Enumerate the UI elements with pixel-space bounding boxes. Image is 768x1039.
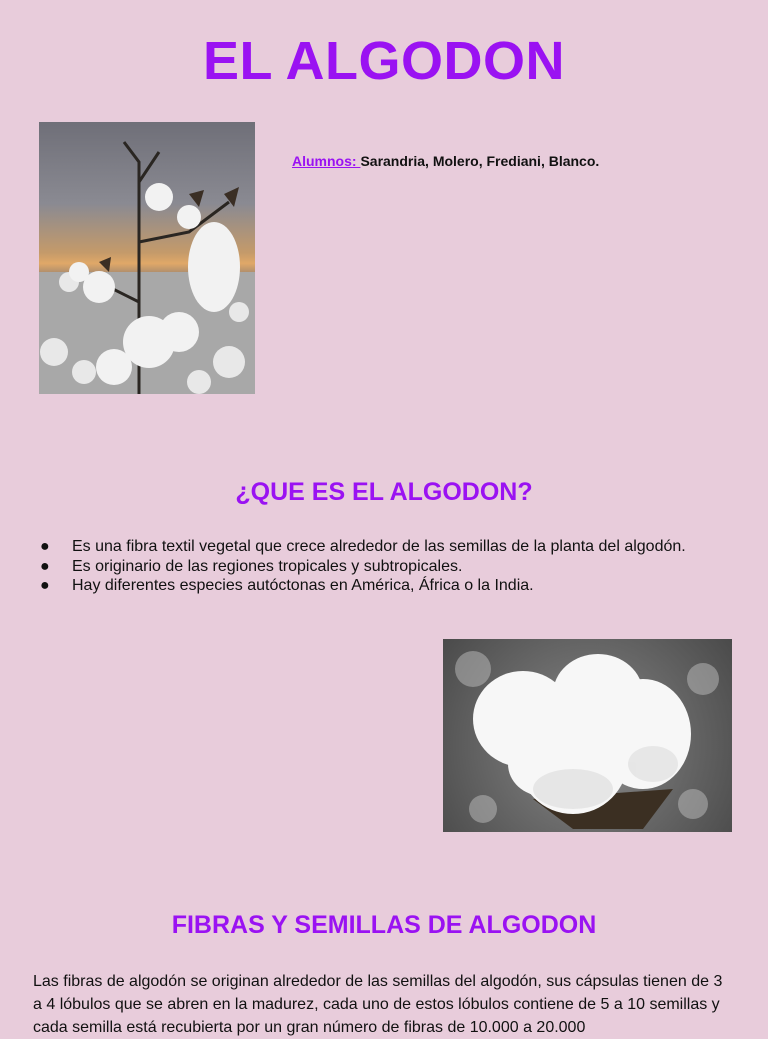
authors-line — [292, 153, 599, 169]
bullet-list — [40, 537, 700, 596]
body-paragraph: Las fibras de algodón se originan alrededor de las semillas del algodón, sus cápsulas tienen de 3 a 4 lóbulos que se abren en la madurez, cada uno de estos lóbulos contiene de 5 a 10 semillas y cada semilla está recubierta por un gran número de fibras de 10.000 a 20.000 — [33, 973, 723, 1036]
cotton-plant-photo — [39, 122, 255, 394]
section-heading-fibers: FIBRAS Y SEMILLAS DE ALGODON — [171, 911, 597, 939]
bullet-glyph: ● — [40, 557, 50, 575]
cotton-boll-photo — [443, 639, 732, 832]
section-heading-what-is: ¿QUE ES EL ALGODON? — [235, 478, 533, 506]
bullet-glyph: ● — [40, 538, 50, 555]
list-item: ● Es originario de las regiones tropicales y subtropicales. — [40, 557, 463, 575]
list-item: ● Es una fibra textil vegetal que crece alrededor de las semillas de la planta del algodón. — [40, 538, 686, 555]
bullet-glyph: ● — [40, 577, 50, 594]
list-item: ● Hay diferentes especies autóctonas en América, África o la India. — [40, 577, 534, 594]
authors-label: Alumnos: — [292, 153, 361, 169]
page-title: EL ALGODON — [202, 31, 565, 91]
authors-names: Sarandria, Molero, Frediani, Blanco. — [360, 153, 600, 169]
